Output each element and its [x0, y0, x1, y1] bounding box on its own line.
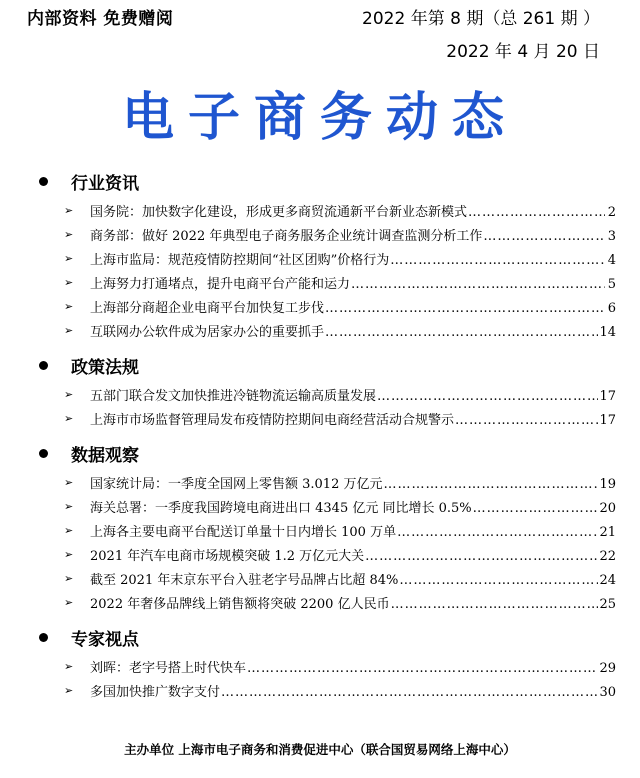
toc-item-title: 五部门联合发文加快推进冷链物流运输高质量发展: [90, 389, 377, 404]
arrow-icon: ➢: [64, 252, 74, 265]
toc-item[interactable]: [64, 380, 616, 404]
arrow-icon: ➢: [64, 412, 74, 425]
toc-item-page: 4: [607, 253, 616, 268]
arrow-icon: ➢: [64, 524, 74, 537]
toc-item[interactable]: [64, 196, 616, 220]
arrow-icon: ➢: [64, 204, 74, 217]
toc-item[interactable]: [64, 292, 616, 316]
toc-item-title: 上海市监局：规范疫情防控期间“社区团购”价格行为: [90, 253, 390, 268]
toc-item-title: 截至 2021 年末京东平台入驻老字号品牌占比超 84%: [90, 573, 399, 588]
toc-item[interactable]: [64, 316, 616, 340]
bullet-icon: [39, 177, 48, 186]
arrow-icon: ➢: [64, 276, 74, 289]
toc-item[interactable]: [64, 516, 616, 540]
toc-item-page: 5: [607, 277, 616, 292]
bullet-icon: [39, 361, 48, 370]
toc-item-title: 多国加快推广数字支付: [90, 685, 221, 700]
arrow-icon: ➢: [64, 596, 74, 609]
section-data-observation: [36, 440, 616, 612]
toc-item-page: 30: [599, 685, 616, 700]
section-title: 行业资讯: [71, 173, 139, 194]
distribution-note: 内部资料 免费赠阅: [27, 9, 174, 29]
section-industry-news: [36, 168, 616, 340]
arrow-icon: ➢: [64, 388, 74, 401]
toc-item[interactable]: [64, 244, 616, 268]
section-title: 数据观察: [71, 445, 139, 466]
section-title: 专家视点: [71, 629, 139, 650]
toc-item[interactable]: [64, 404, 616, 428]
toc-item-page: 29: [599, 661, 616, 676]
toc-item-title: 2022 年奢侈品牌线上销售额将突破 2200 亿人民币: [90, 597, 390, 612]
bullet-icon: [39, 633, 48, 642]
toc-item-title: 2021 年汽车电商市场规模突破 1.2 万亿元大关: [90, 549, 365, 564]
section-expert-views: [36, 624, 616, 700]
arrow-icon: ➢: [64, 684, 74, 697]
toc-item-page: 24: [599, 573, 616, 588]
toc-item-title: 海关总署：一季度我国跨境电商进出口 4345 亿元 同比增长 0.5%: [90, 501, 472, 516]
toc-item-page: 19: [599, 477, 616, 492]
toc-item-page: 17: [599, 413, 616, 428]
toc-item[interactable]: [64, 492, 616, 516]
arrow-icon: ➢: [64, 660, 74, 673]
toc-item-page: 2: [607, 205, 616, 220]
toc-item-title: 国家统计局：一季度全国网上零售额 3.012 万亿元: [90, 477, 383, 492]
arrow-icon: ➢: [64, 548, 74, 561]
arrow-icon: ➢: [64, 476, 74, 489]
toc-item[interactable]: [64, 564, 616, 588]
toc-item[interactable]: [64, 652, 616, 676]
section-policy-regulations: [36, 352, 616, 428]
toc-item[interactable]: [64, 540, 616, 564]
publication-title: 电子商务动态: [121, 87, 518, 148]
toc-item-page: 17: [599, 389, 616, 404]
toc-item-page: 21: [599, 525, 616, 540]
arrow-icon: ➢: [64, 300, 74, 313]
section-title: 政策法规: [71, 357, 139, 378]
toc-item-title: 上海努力打通堵点，提升电商平台产能和运力: [90, 277, 351, 292]
toc-item-page: 14: [599, 325, 616, 340]
toc-item-title: 商务部：做好 2022 年典型电子商务服务企业统计调查监测分析工作: [90, 229, 483, 244]
toc-item-page: 6: [607, 301, 616, 316]
issue-date: 2022 年 4 月 20 日: [446, 42, 600, 62]
arrow-icon: ➢: [64, 500, 74, 513]
arrow-icon: ➢: [64, 228, 74, 241]
toc-item[interactable]: [64, 468, 616, 492]
toc-item-title: 上海市市场监督管理局发布疫情防控期间电商经营活动合规警示: [90, 413, 455, 428]
toc-item-page: 25: [599, 597, 616, 612]
toc-item-title: 刘晖：老字号搭上时代快车: [90, 661, 247, 676]
toc-item-page: 22: [599, 549, 616, 564]
toc-item-title: 上海部分商超企业电商平台加快复工步伐: [90, 301, 325, 316]
arrow-icon: ➢: [64, 572, 74, 585]
toc-item[interactable]: [64, 268, 616, 292]
toc-item-page: 20: [599, 501, 616, 516]
toc-item-page: 3: [607, 229, 616, 244]
toc-item-title: 互联网办公软件成为居家办公的重要抓手: [90, 325, 325, 340]
toc-item[interactable]: [64, 220, 616, 244]
issue-number: 2022 年第 8 期（总 261 期 ）: [362, 9, 600, 29]
toc-item[interactable]: [64, 588, 616, 612]
toc-item[interactable]: [64, 676, 616, 700]
toc-item-title: 国务院：加快数字化建设，形成更多商贸流通新平台新业态新模式: [90, 205, 468, 220]
publisher-footer: 主办单位 上海市电子商务和消费促进中心（联合国贸易网络上海中心）: [124, 742, 516, 757]
arrow-icon: ➢: [64, 324, 74, 337]
bullet-icon: [39, 449, 48, 458]
toc-item-title: 上海各主要电商平台配送订单量十日内增长 100 万单: [90, 525, 397, 540]
